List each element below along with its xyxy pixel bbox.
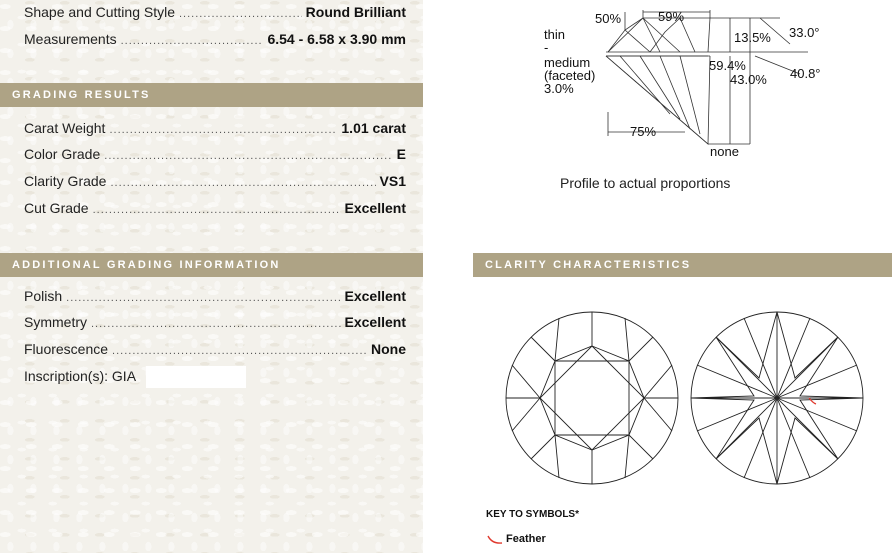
feather-mark <box>809 398 816 404</box>
report-details-panel <box>0 0 423 553</box>
leader-dots <box>104 150 392 162</box>
row-label: Measurements <box>24 31 117 47</box>
label-pavilion-angle: 40.8° <box>790 66 821 81</box>
row-clarity-grade <box>24 173 406 193</box>
row-label: Symmetry <box>24 314 87 330</box>
table-octagon <box>540 346 644 450</box>
pavilion-plot <box>691 312 863 484</box>
leader-dots <box>91 318 341 330</box>
additional-grading-header: ADDITIONAL GRADING INFORMATION <box>0 253 423 277</box>
label-girdle-3: medium <box>544 55 591 70</box>
leader-dots <box>109 124 337 136</box>
clarity-characteristics-header: CLARITY CHARACTERISTICS <box>473 253 892 277</box>
label-girdle-pct: 3.0% <box>544 81 574 96</box>
clarity-plots <box>500 308 880 498</box>
row-fluorescence <box>24 341 406 361</box>
row-label: Fluorescence <box>24 341 109 357</box>
leader-dots <box>66 292 340 304</box>
leader-dots <box>93 204 341 216</box>
row-value: Excellent <box>344 288 406 304</box>
profile-caption: Profile to actual proportions <box>560 175 731 191</box>
row-cut-grade <box>24 200 406 220</box>
label-girdle-1: thin <box>544 27 565 42</box>
inscription-redaction <box>146 366 246 388</box>
pavilion-facets <box>606 56 708 144</box>
row-label: Shape and Cutting Style <box>24 4 175 20</box>
crown-plot <box>506 312 678 484</box>
row-value: Round Brilliant <box>305 4 406 20</box>
label-girdle-2: - <box>544 40 549 55</box>
row-value: 6.54 - 6.58 x 3.90 mm <box>267 31 406 47</box>
label-total-depth: 59.4% <box>709 58 746 73</box>
leader-dots <box>110 177 375 189</box>
row-carat-weight <box>24 120 406 140</box>
leader-dots <box>179 8 302 20</box>
row-label: Color Grade <box>24 146 101 162</box>
row-label: Clarity Grade <box>24 173 107 189</box>
feather-icon <box>486 533 504 545</box>
row-value: 1.01 carat <box>341 120 406 136</box>
proportions-diagram <box>540 4 840 169</box>
row-shape <box>24 4 406 24</box>
label-lower-half: 75% <box>630 124 657 139</box>
row-value: E <box>396 146 406 162</box>
key-label: Feather <box>506 533 546 545</box>
row-color-grade <box>24 146 406 166</box>
label-50: 50% <box>595 11 622 26</box>
inscription-text: Inscription(s): GIA <box>24 368 137 384</box>
label-table: 59% <box>658 9 685 24</box>
grading-results-header: GRADING RESULTS <box>0 83 423 107</box>
row-polish <box>24 288 406 308</box>
key-title: KEY TO SYMBOLS* <box>486 509 579 520</box>
label-crown-height: 13.5% <box>734 30 771 45</box>
row-value: VS1 <box>379 173 406 189</box>
label-pavilion-depth: 43.0% <box>730 72 767 87</box>
key-item-feather <box>486 533 546 545</box>
row-symmetry <box>24 314 406 334</box>
row-value: Excellent <box>344 200 406 216</box>
row-measurements <box>24 31 406 51</box>
leader-dots <box>121 35 264 47</box>
leader-dots <box>112 345 367 357</box>
row-label: Polish <box>24 288 63 304</box>
row-value: Excellent <box>344 314 406 330</box>
label-girdle-4: (faceted) <box>544 68 596 83</box>
row-label: Carat Weight <box>24 120 106 136</box>
crown-facet-lines <box>506 312 678 484</box>
star-square-1 <box>540 346 644 450</box>
label-crown-angle: 33.0° <box>789 25 820 40</box>
row-label: Cut Grade <box>24 200 89 216</box>
label-culet: none <box>710 144 739 159</box>
row-value: None <box>371 341 406 357</box>
